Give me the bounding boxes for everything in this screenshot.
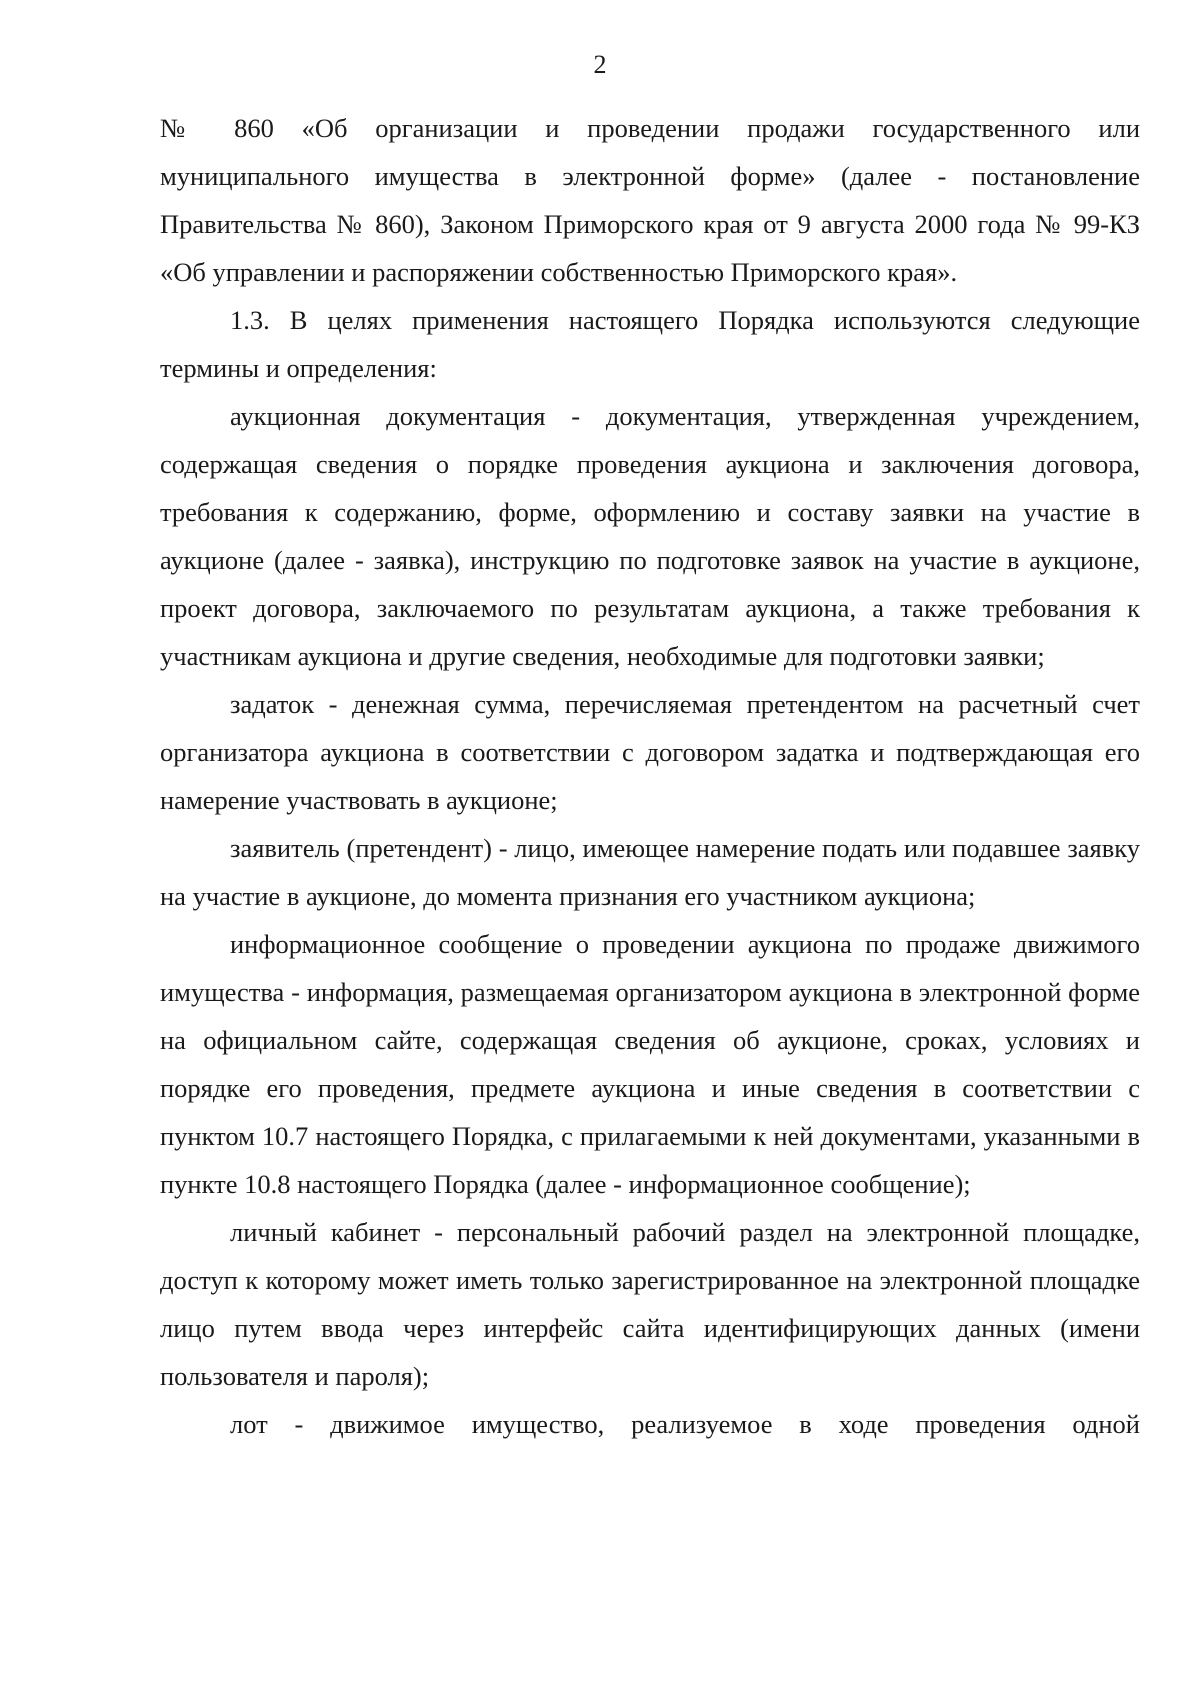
paragraph-definition-information-notice: информационное сообщение о проведении аукциона по продаже движимого имущества - информация, размещаемая организатором аукциона в электронной форме на официальном сайте, содержащая сведения об аукционе, сроках, условиях и порядке его проведения, предмете аукциона и иные сведения в соответствии с пунктом 10.7 настоящего Порядка, с прилагаемыми к ней документами, указанными в пункте 10.8 настоящего Порядка (далее - информационное сообщение); xyxy=(160,929,1140,1199)
paragraph-definition-lot: лот - движимое имущество, реализуемое в ходе проведения одной xyxy=(230,1409,1140,1439)
paragraph-definition-deposit: задаток - денежная сумма, перечисляемая претендентом на расчетный счет организатора аукциона в соответствии с договором задатка и подтверждающая его намерение участвовать в аукционе; xyxy=(160,689,1140,815)
page-number: 2 xyxy=(593,50,607,79)
paragraph-section-1-3: 1.3. В целях применения настоящего Порядка используются следующие термины и определения: xyxy=(160,305,1140,383)
paragraph-continuation: № 860 «Об организации и проведении продажи государственного или муниципального имущества в электронной форме» (далее - постановление Правительства № 860), Законом Приморского края от 9 августа 2000 года № 99-КЗ «Об управлении и распоряжении собственностью Приморского края». xyxy=(160,113,1140,287)
paragraph-definition-personal-account: личный кабинет - персональный рабочий раздел на электронной площадке, доступ к которому может иметь только зарегистрированное на электронной площадке лицо путем ввода через интерфейс сайта идентифицирующих данных (имени пользователя и пароля); xyxy=(160,1217,1140,1391)
paragraph-definition-applicant: заявитель (претендент) - лицо, имеющее намерение подать или подавшее заявку на участие в аукционе, до момента признания его участником аукциона; xyxy=(160,833,1140,911)
document-body xyxy=(160,104,1140,1448)
paragraph-definition-auction-documentation: аукционная документация - документация, утвержденная учреждением, содержащая сведения о порядке проведения аукциона и заключения договора, требования к содержанию, форме, оформлению и составу заявки на участие в аукционе (далее - заявка), инструкцию по подготовке заявок на участие в аукционе, проект договора, заключаемого по результатам аукциона, а также требования к участникам аукциона и другие сведения, необходимые для подготовки заявки; xyxy=(160,401,1140,671)
